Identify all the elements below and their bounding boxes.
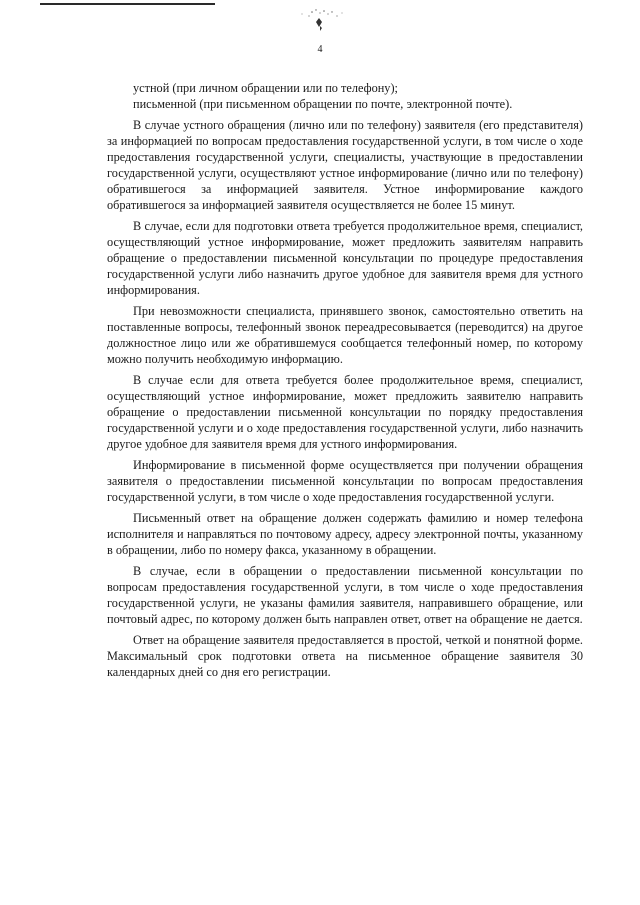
top-border-line xyxy=(40,3,215,5)
paragraph-8: Письменный ответ на обращение должен содержать фамилию и номер телефона исполнителя и направляться по почтовому адресу, адресу электронной почты, указанному в обращении, либо по номеру факса, указанному в обращении. xyxy=(107,511,583,557)
page-number: 4 xyxy=(317,44,323,55)
paragraph-4: В случае, если для подготовки ответа требуется продолжительное время, специалист, осуществляющий устное информирование, может предложить заявителям направить обращение о предоставлении письменной консультации по процедуре предоставления государственной услуги либо назначить другое удобное для заявителя время для устного информирования. xyxy=(107,219,583,297)
paragraph-6: В случае если для ответа требуется более продолжительное время, специалист, осуществляющий устное информирование, может предложить заявителю направить обращение о предоставлении письменной консультации по порядку предоставления государственной услуги и о ходе предоставления государственной услуги, либо назначить другое удобное для заявителя время для устного информирования. xyxy=(107,373,583,451)
paragraph-2: письменной (при письменном обращении по почте, электронной почте). xyxy=(133,97,513,111)
paragraph-5: При невозможности специалиста, принявшего звонок, самостоятельно ответить на поставленные вопросы, телефонный звонок переадресовывается (переводится) на другое должностное лицо или же обратившемуся сообщается телефонный номер, по которому можно получить необходимую информацию. xyxy=(107,304,583,366)
paragraph-1: устной (при личном обращении или по телефону); xyxy=(133,81,398,95)
paragraph-7: Информирование в письменной форме осуществляется при получении обращения заявителя о предоставлении письменной консультации по вопросам предоставления государственной услуги, в том числе о ходе предоставления государственной услуги. xyxy=(107,458,583,504)
scan-artifact-mark xyxy=(282,4,362,34)
paragraph-10: Ответ на обращение заявителя предоставляется в простой, четкой и понятной форме. Максимальный срок подготовки ответа на письменное обращение заявителя 30 календарных дней со дня его регистрации. xyxy=(107,633,583,679)
paragraph-3: В случае устного обращения (лично или по телефону) заявителя (его представителя) за информацией по вопросам предоставления государственной услуги, в том числе о ходе предоставления государственной услуги, специалисты, участвующие в предоставлении государственной услуги, осуществляют устное информирование (лично или по телефону) обратившегося за информацией заявителя. Устное информирование каждого обратившегося за информацией заявителя осуществляется не более 15 минут. xyxy=(107,118,583,212)
paragraph-9: В случае, если в обращении о предоставлении письменной консультации по вопросам предоставления государственной услуги, в том числе о ходе предоставления государственной услуги, не указаны фамилия заявителя, направившего обращение, или почтовый адрес, по которому должен быть направлен ответ, ответ на обращение не дается. xyxy=(107,564,583,626)
document-body xyxy=(107,80,583,680)
